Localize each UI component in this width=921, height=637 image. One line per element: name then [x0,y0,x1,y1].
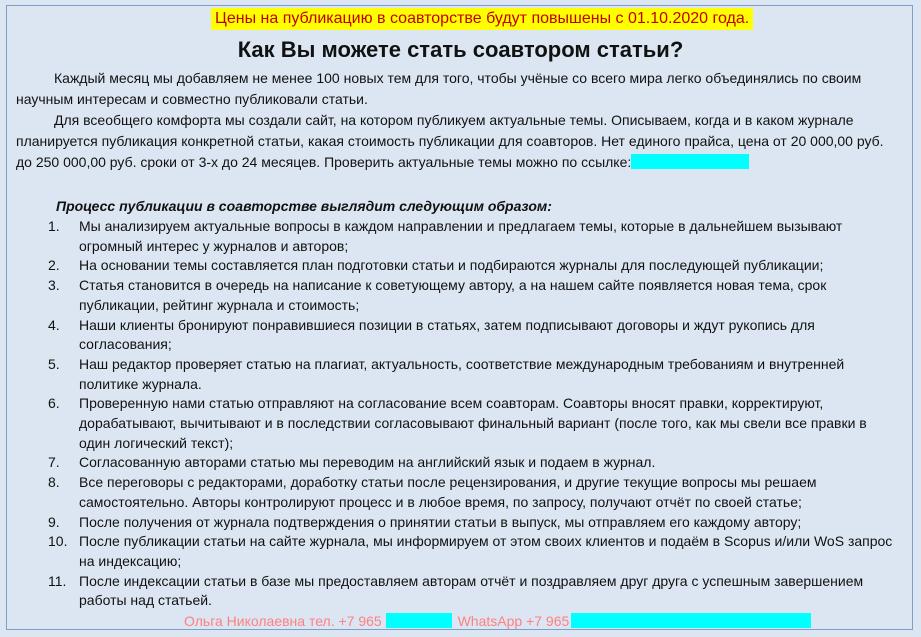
list-item [48,355,898,394]
process-steps-list [48,217,898,611]
step-text: Мы анализируем актуальные вопросы в каждом направлении и предлагаем темы, которые в дальнейшем вызывают огромный интерес у журналов и авторов; [79,218,843,254]
intro-paragraph-1 [16,68,892,110]
step-text: Наши клиенты бронируют понравившиеся позиции в статьях, затем подписывают договоры и ждут рукопись для согласования; [79,316,815,353]
contact-phone-label: Ольга Николаевна тел. +7 965 [184,613,382,629]
step-text: Согласованную авторами статью мы переводим на английский язык и подаем в журнал. [79,454,656,471]
list-item [48,394,898,453]
step-number: 1. [48,218,60,234]
step-text: После получения от журнала подтверждения о принятии статьи в выпуск, мы отправляем его каждому автору; [79,513,802,530]
list-item [48,217,898,256]
step-number: 11. [48,572,67,589]
intro-paragraph-2-text: Для всеобщего комфорта мы создали сайт, на котором публикуем актуальные темы. Описываем, когда и в каком журнале планируется публикация конкретной статьи, какая стоимость публикации для соавторов. Нет единого прайса, цена от 20 000,00 руб. до 250 000,00 руб. сроки от 3-х до 24 месяцев. Проверить актуальные темы можно по ссылке: [16,112,884,170]
list-item [48,256,898,276]
step-text: Статья становится в очередь на написание к советующему автору, а на нашем сайте появляется новая тема, срок публикации, рейтинг журнала и стоимость; [79,277,827,313]
step-text: Проверенную нами статью отправляют на согласование всем соавторам. Соавторы вносят правки, корректируют, дорабатывают, вычитывают и в последствии согласовывают финальный вариант (после того, как мы свели все правки в один логический текст); [79,395,867,451]
step-number: 6. [48,395,60,412]
intro-paragraph-2 [16,110,892,173]
step-text: На основании темы составляется план подготовки статьи и подбираются журналы для последующей публикации; [79,257,824,274]
step-number: 9. [48,513,60,530]
step-number: 8. [48,474,60,491]
list-item [48,276,898,315]
step-number: 5. [48,355,60,372]
step-number: 4. [48,316,60,333]
intro-paragraph-1-text: Каждый месяц мы добавляем не менее 100 новых тем для того, чтобы учёные со всего мира легко объединялись по своим научным интересам и совместно публиковали статьи. [16,70,862,107]
list-item [48,532,898,571]
step-text: После индексации статьи в базе мы предоставляем авторам отчёт и поздравляем друг друга с успешным завершением работы над статьей. [79,572,864,609]
step-text: После публикации статьи на сайте журнала, мы информируем от этом своих клиентов и подаём в Scopus и/или WoS запрос на индексацию; [79,533,893,569]
step-text: Наш редактор проверяет статью на плагиат, актуальность, соответствие международным требованиям и внутренней политике журнала. [79,355,845,392]
step-number: 3. [48,277,60,294]
redacted-phone [386,613,452,628]
step-number: 7. [48,454,60,471]
price-notice: Цены на публикацию в соавторстве будут повышены с 01.10.2020 года. [211,8,753,30]
redacted-whatsapp [571,613,811,628]
contact-footer [184,612,811,630]
process-heading: Процесс публикации в соавторстве выглядит следующим образом: [56,198,552,214]
list-item [48,473,898,512]
whatsapp-label: WhatsApp +7 965 [457,613,570,629]
list-item [48,316,898,355]
step-text: Все переговоры с редакторами, доработку статьи после рецензирования, и другие текущие вопросы мы решаем самостоятельно. Авторы контролируют процесс и в любое время, по запросу, получают отчёт по своей статье; [79,474,817,510]
step-number: 10. [48,533,68,550]
page-title: Как Вы можете стать соавтором статьи? [237,37,684,62]
list-item [48,453,898,473]
list-item [48,572,898,611]
redacted-link[interactable] [631,154,749,169]
list-item [48,513,898,533]
step-number: 2. [48,257,60,274]
